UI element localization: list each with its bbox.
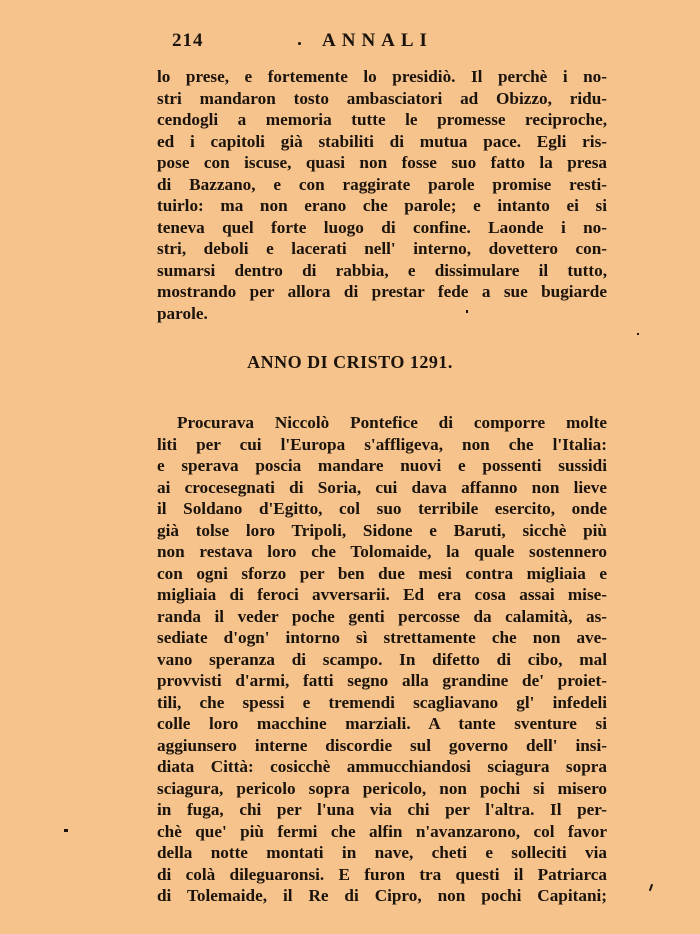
text-line: migliaia di feroci avversarii. Ed era cosa assai mise- (157, 585, 607, 604)
header-dot-mark (298, 42, 301, 45)
text-line: liti per cui l'Europa s'affligeva, non che l'Italia: (157, 434, 607, 454)
section-heading: ANNO DI CRISTO 1291. (247, 352, 453, 372)
text-line: sumarsi dentro di rabbia, e dissimulare il tutto, (157, 260, 607, 280)
running-head-title: ANNALI (322, 30, 433, 51)
text-line: Procurava Niccolò Pontefice di comporre molte (177, 413, 607, 432)
page-number: 214 (172, 30, 204, 51)
text-line: di Bazzano, e con raggirate parole promise resti- (157, 174, 607, 194)
ink-speck (637, 333, 639, 335)
text-line: già tolse loro Tripoli, Sidone e Baruti, sicchè più (157, 520, 607, 540)
text-line: in fuga, chi per l'una via chi per l'altra. Il per- (157, 800, 607, 819)
text-line: provvisti d'armi, fatti segno alla grandine de' proiet- (157, 671, 607, 690)
text-line: cendogli a memoria tutte le promesse reciproche, (157, 110, 607, 129)
text-line: sediate d'ogn' intorno sì strettamente che non ave- (157, 628, 607, 647)
text-line: chè que' più fermi che alfin n'avanzarono, col favor (157, 821, 607, 841)
paragraph-main (157, 412, 607, 907)
text-line: sciagura, pericolo sopra pericolo, non pochi si misero (157, 778, 607, 798)
text-line: stri mandaron tosto ambasciatori ad Obizzo, ridu- (157, 88, 607, 108)
text-line: con ogni sforzo per ben due mesi contra migliaia e (157, 563, 607, 583)
text-line: tuirlo: ma non erano che parole; e intanto ei si (157, 196, 607, 215)
text-line: ed i capitoli già stabiliti di mutua pace. Egli ris- (157, 131, 607, 151)
text-line: di colà dileguaronsi. E furon tra questi il Patriarca (157, 864, 607, 884)
paragraph-continued (157, 66, 607, 324)
text-line: di Tolemaide, il Re di Cipro, non pochi Capitani; (157, 886, 607, 905)
text-line: aggiunsero interne discordie sul governo dell' insi- (157, 735, 607, 755)
text-line: teneva quel forte luogo di confine. Laonde i no- (157, 217, 607, 237)
text-line: ai crocesegnati di Soria, cui dava affanno non lieve (157, 477, 607, 497)
ink-speck (466, 310, 468, 313)
text-line: il Soldano d'Egitto, col suo terribile esercito, onde (157, 499, 607, 518)
text-line: diata Città: cosicchè ammucchiandosi sciagura sopra (157, 757, 607, 776)
text-line: parole. (157, 303, 208, 323)
text-line: della notte montati in nave, cheti e solleciti via (157, 843, 607, 862)
text-line: tili, che spessi e tremendi scagliavano gl' infedeli (157, 692, 607, 712)
text-line: mostrando per allora di prestar fede a sue bugiarde (157, 282, 607, 301)
ink-speck (649, 884, 653, 891)
text-line: stri, deboli e lacerati nell' interno, dovettero con- (157, 239, 607, 258)
text-line: non restava loro che Tolomaide, la quale sostennero (157, 542, 607, 561)
text-line: e sperava poscia mandare nuovi e possenti sussidi (157, 456, 607, 475)
text-line: pose con iscuse, quasi non fosse suo fatto la presa (157, 153, 607, 172)
ink-speck (64, 829, 68, 832)
text-line: lo prese, e fortemente lo presidiò. Il perchè i no- (157, 67, 607, 86)
text-line: vano speranza di scampo. In difetto di cibo, mal (157, 649, 607, 669)
running-head (0, 30, 700, 56)
text-line: randa il veder poche genti percosse da calamità, as- (157, 606, 607, 626)
text-line: colle loro macchine marziali. A tante sventure si (157, 714, 607, 733)
